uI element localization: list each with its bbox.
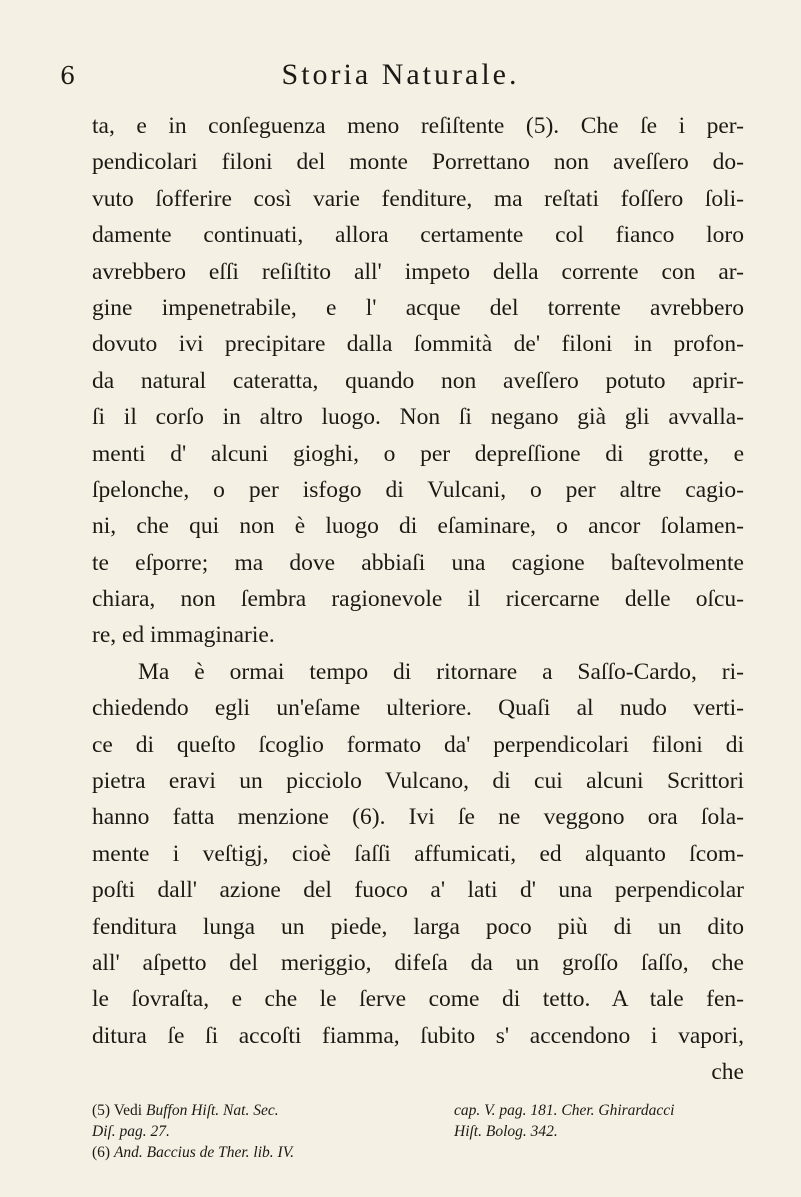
running-title: Storia Naturale. [281,58,520,91]
text-line: pendicolari filoni del monte Porrettano non aveſſero do- [92,149,744,176]
main-text [92,108,744,1091]
footnote-left [92,1100,279,1121]
text-line: te eſporre; ma dove abbiaſi una cagione baſtevolmente [92,549,744,576]
text-line: ſi il corſo in altro luogo. Non ſi negano già gli avvalla- [92,404,744,431]
footnotes [92,1100,752,1163]
text-line: poſti dall' azione del fuoco a' lati d' una perpendicolar [92,877,744,904]
text-line: menti d' alcuni gioghi, o per depreſſione di grotte, e [92,440,744,467]
text-line: chiedendo egli un'eſame ulteriore. Quaſi al nudo verti- [92,695,744,722]
footnote-left [92,1142,294,1163]
footnote-row [92,1121,752,1142]
text-line: pietra eravi un picciolo Vulcano, di cui alcuni Scrittori [92,768,744,795]
text-line: damente continuati, allora certamente col fianco loro [92,222,744,249]
paragraph-start-line: Ma è ormai tempo di ritornare a Saſſo-Cardo, ri- [138,658,744,685]
text-line: gine impenetrabile, e l' acque del torrente avrebbero [92,294,744,321]
footnote-continuation: cap. V. pag. 181. Cher. Ghirardacci [454,1102,675,1119]
text-line: le ſovraſta, e che le ſerve come di tetto. A tale fen- [92,986,744,1013]
text-line: hanno fatta menzione (6). Ivi ſe ne veggono ora ſola- [92,804,744,831]
footnote-marker: (5) [92,1102,111,1119]
footnote-left [92,1121,170,1142]
text-line: re, ed immaginarie. [92,622,275,649]
text-line: ce di queſto ſcoglio formato da' perpendicolari filoni di [92,731,744,758]
text-line: chiara, non ſembra ragionevole il ricercarne delle oſcu- [92,586,744,613]
footnote-citation: And. Baccius de Ther. lib. IV. [113,1144,295,1161]
footnote-label: Vedi [113,1102,143,1119]
text-line: all' aſpetto del meriggio, difeſa da un groſſo ſaſſo, che [92,949,744,976]
footnote-citation: Buffon Hiſt. Nat. Sec. [145,1102,279,1119]
page-number: 6 [60,62,76,90]
footnote-continuation: Hiſt. Bolog. 342. [454,1123,558,1140]
text-line: ta, e in conſeguenza meno reſiſtente (5). Che ſe i per- [92,113,744,139]
text-line: ſpelonche, o per isfogo di Vulcani, o per altre cagio- [92,476,744,503]
footnote-marker: (6) [92,1144,111,1161]
text-line: avrebbero eſſi reſiſtito all' impeto della corrente con ar- [92,258,744,285]
text-line: fenditura lunga un piede, larga poco più di un dito [92,913,744,940]
footnote-citation: Diſ. pag. 27. [92,1123,170,1140]
text-line: dovuto ivi precipitare dalla ſommità de' filoni in profon- [92,331,744,358]
text-line: ni, che qui non è luogo di eſaminare, o ancor ſolamen- [92,513,744,540]
text-line: da natural cateratta, quando non aveſſero potuto aprir- [92,367,744,394]
text-line: ditura ſe ſi accoſti fiamma, ſubito s' accendono i vapori, [92,1022,744,1049]
text-line: vuto ſofferire così varie fenditure, ma reſtati foſſero ſoli- [92,185,744,212]
footnote-row [92,1142,752,1163]
text-line: mente i veſtigj, cioè ſaſſi affumicati, ed alquanto ſcom- [92,840,744,867]
catchword: che [711,1059,744,1086]
footnote-row [92,1100,752,1121]
